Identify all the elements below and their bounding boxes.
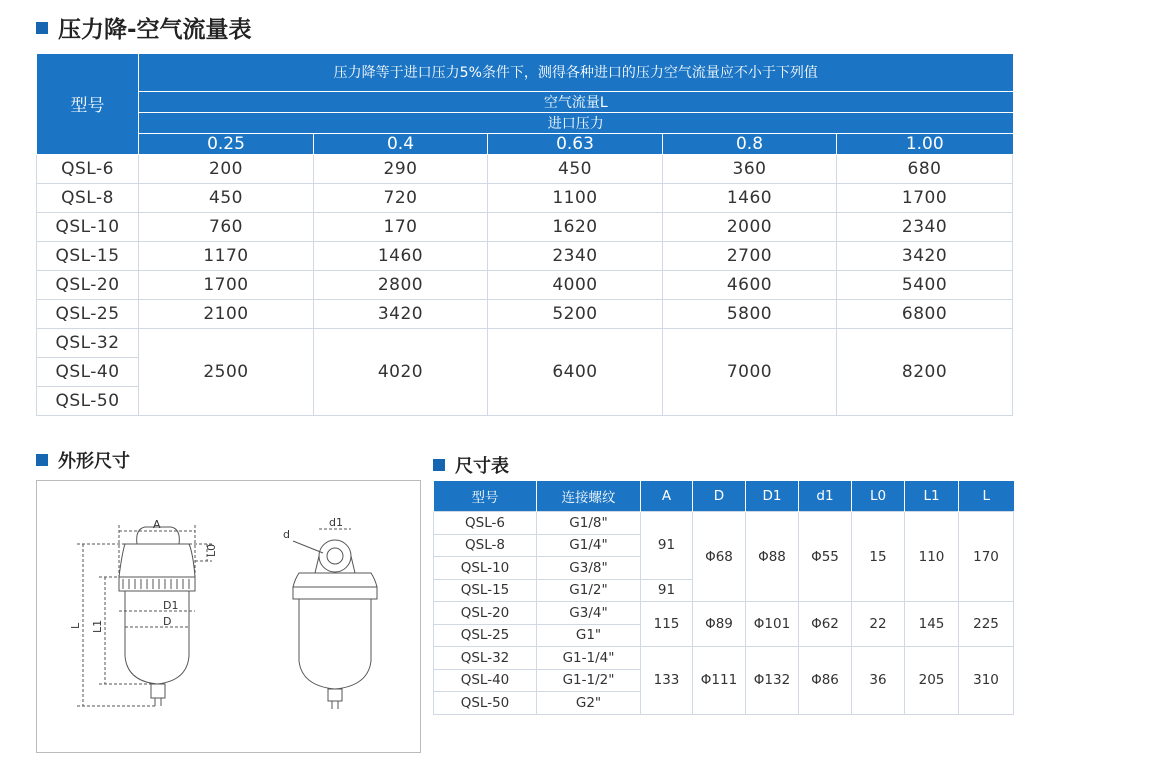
square-bullet-icon xyxy=(433,459,445,471)
flow-value-cell: 1170 xyxy=(139,241,314,270)
model-cell: QSL-8 xyxy=(434,534,537,557)
flow-subheader: 空气流量L xyxy=(139,91,1013,112)
thread-cell: G2" xyxy=(537,692,641,715)
col-header: D1 xyxy=(746,481,799,512)
flow-value-cell: 450 xyxy=(139,183,314,212)
flow-value-cell: 1460 xyxy=(663,183,837,212)
pressure-header: 0.8 xyxy=(663,133,837,154)
model-cell: QSL-15 xyxy=(37,241,139,270)
flow-value-cell: 4600 xyxy=(663,270,837,299)
thread-cell: G1" xyxy=(537,624,641,647)
flow-value-cell: 680 xyxy=(837,154,1013,183)
flow-value-cell: 4000 xyxy=(488,270,663,299)
flow-value-cell: 290 xyxy=(314,154,488,183)
d1-outer-cell: Φ88 xyxy=(746,512,799,602)
flow-value-cell: 3420 xyxy=(837,241,1013,270)
thread-cell: G1-1/2" xyxy=(537,669,641,692)
flow-value-cell: 2000 xyxy=(663,212,837,241)
section-title-text: 压力降-空气流量表 xyxy=(58,17,252,43)
model-cell: QSL-25 xyxy=(37,299,139,328)
pressure-header: 0.63 xyxy=(488,133,663,154)
flow-row xyxy=(37,299,1013,328)
thread-cell: G1-1/4" xyxy=(537,647,641,670)
d-cell: Φ111 xyxy=(693,647,746,715)
pressure-header: 1.00 xyxy=(837,133,1013,154)
thread-cell: G1/2" xyxy=(537,579,641,602)
flow-value-cell: 760 xyxy=(139,212,314,241)
flow-value-cell: 5800 xyxy=(663,299,837,328)
flow-value-cell: 170 xyxy=(314,212,488,241)
col-header: D xyxy=(693,481,746,512)
flow-value-cell: 2340 xyxy=(837,212,1013,241)
flow-value-cell: 200 xyxy=(139,154,314,183)
pressure-header: 0.25 xyxy=(139,133,314,154)
flow-value-cell: 8200 xyxy=(837,328,1013,415)
flow-row xyxy=(37,212,1013,241)
flow-value-cell: 1620 xyxy=(488,212,663,241)
col-header: A xyxy=(641,481,693,512)
flow-value-cell: 5200 xyxy=(488,299,663,328)
l-cell: 170 xyxy=(959,512,1014,602)
model-cell: QSL-10 xyxy=(37,212,139,241)
col-header: L xyxy=(959,481,1014,512)
dimension-table xyxy=(433,481,1014,715)
l-cell: 225 xyxy=(959,602,1014,647)
model-header: 型号 xyxy=(37,54,139,154)
flow-value-cell: 1700 xyxy=(837,183,1013,212)
d1-cell: Φ86 xyxy=(799,647,852,715)
flow-table xyxy=(36,54,1013,416)
flow-value-cell: 1460 xyxy=(314,241,488,270)
flow-row xyxy=(37,183,1013,212)
flow-row xyxy=(37,328,1013,357)
l0-cell: 36 xyxy=(852,647,905,715)
flow-value-cell: 5400 xyxy=(837,270,1013,299)
section-title-text: 尺寸表 xyxy=(455,456,509,477)
model-cell: QSL-40 xyxy=(434,669,537,692)
a-cell: 91 xyxy=(641,512,693,580)
dimension-drawing xyxy=(36,480,421,753)
flow-value-cell: 4020 xyxy=(314,328,488,415)
a-cell: 133 xyxy=(641,647,693,715)
model-cell: QSL-40 xyxy=(37,357,139,386)
flow-value-cell: 360 xyxy=(663,154,837,183)
l0-cell: 15 xyxy=(852,512,905,602)
flow-value-cell: 450 xyxy=(488,154,663,183)
thread-cell: G1/8" xyxy=(537,512,641,535)
section-title-text: 外形尺寸 xyxy=(58,451,130,472)
flow-value-cell: 3420 xyxy=(314,299,488,328)
model-cell: QSL-32 xyxy=(434,647,537,670)
l1-cell: 145 xyxy=(905,602,959,647)
flow-value-cell: 6800 xyxy=(837,299,1013,328)
flow-row xyxy=(37,154,1013,183)
model-cell: QSL-20 xyxy=(37,270,139,299)
square-bullet-icon xyxy=(36,454,48,466)
section-title-flow xyxy=(36,11,252,44)
d-cell: Φ68 xyxy=(693,512,746,602)
flow-value-cell: 7000 xyxy=(663,328,837,415)
model-cell: QSL-50 xyxy=(434,692,537,715)
model-cell: QSL-10 xyxy=(434,557,537,580)
side-view xyxy=(293,529,377,709)
drawing-svg xyxy=(37,481,420,752)
flow-value-cell: 6400 xyxy=(488,328,663,415)
square-bullet-icon xyxy=(36,22,48,34)
label-A: A xyxy=(153,518,161,531)
thread-cell: G1/4" xyxy=(537,534,641,557)
flow-value-cell: 1700 xyxy=(139,270,314,299)
d-cell: Φ89 xyxy=(693,602,746,647)
label-D: D xyxy=(163,615,172,628)
pressure-subheader: 进口压力 xyxy=(139,112,1013,133)
model-cell: QSL-6 xyxy=(37,154,139,183)
label-d1: d1 xyxy=(329,516,343,529)
label-L1: L1 xyxy=(91,619,104,633)
l1-cell: 205 xyxy=(905,647,959,715)
flow-row xyxy=(37,241,1013,270)
model-cell: QSL-20 xyxy=(434,602,537,625)
flow-value-cell: 2800 xyxy=(314,270,488,299)
flow-value-cell: 2500 xyxy=(139,328,314,415)
model-cell: QSL-32 xyxy=(37,328,139,357)
l1-cell: 110 xyxy=(905,512,959,602)
d1-outer-cell: Φ132 xyxy=(746,647,799,715)
col-header: 连接螺纹 xyxy=(537,481,641,512)
flow-value-cell: 1100 xyxy=(488,183,663,212)
flow-value-cell: 720 xyxy=(314,183,488,212)
model-cell: QSL-8 xyxy=(37,183,139,212)
col-header: 型号 xyxy=(434,481,537,512)
flow-value-cell: 2700 xyxy=(663,241,837,270)
flow-value-cell: 2340 xyxy=(488,241,663,270)
section-title-outline xyxy=(36,447,130,473)
col-header: L0 xyxy=(852,481,905,512)
label-L0: L0 xyxy=(205,543,218,557)
a-cell: 91 xyxy=(641,579,693,602)
front-view xyxy=(77,525,212,706)
model-cell: QSL-15 xyxy=(434,579,537,602)
flow-value-cell: 2100 xyxy=(139,299,314,328)
flow-caption: 压力降等于进口压力5%条件下，测得各种进口的压力空气流量应不小于下列值 xyxy=(139,54,1013,91)
thread-cell: G3/4" xyxy=(537,602,641,625)
pressure-header: 0.4 xyxy=(314,133,488,154)
model-cell: QSL-50 xyxy=(37,386,139,415)
d1-outer-cell: Φ101 xyxy=(746,602,799,647)
l0-cell: 22 xyxy=(852,602,905,647)
thread-cell: G3/8" xyxy=(537,557,641,580)
d1-cell: Φ55 xyxy=(799,512,852,602)
label-L: L xyxy=(69,622,82,629)
flow-row xyxy=(37,270,1013,299)
a-cell: 115 xyxy=(641,602,693,647)
model-cell: QSL-25 xyxy=(434,624,537,647)
model-cell: QSL-6 xyxy=(434,512,537,535)
l-cell: 310 xyxy=(959,647,1014,715)
d1-cell: Φ62 xyxy=(799,602,852,647)
col-header: L1 xyxy=(905,481,959,512)
label-D1: D1 xyxy=(163,599,179,612)
col-header: d1 xyxy=(799,481,852,512)
label-d: d xyxy=(283,528,290,541)
section-title-dimensions xyxy=(433,452,509,478)
